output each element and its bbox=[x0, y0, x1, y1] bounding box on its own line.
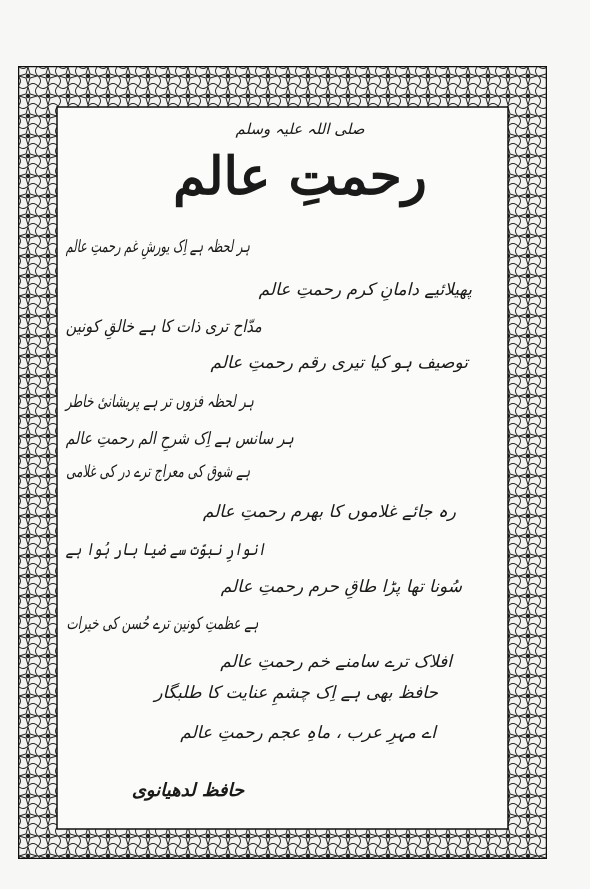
poet-signature: حافظ لدھیانوی bbox=[131, 780, 245, 801]
verse-line-4: توصیف ہو کیا تیری رقم رحمتِ عالم bbox=[210, 353, 468, 373]
verse-line-10: سُونا تھا پڑا طاقِ حرم رحمتِ عالم bbox=[220, 577, 462, 597]
verse-line-1: ہر لحظہ ہے اِک یورشِ غم رحمتِ عالم bbox=[65, 237, 250, 257]
verse-line-2: پھیلائیے دامانِ کرم رحمتِ عالم bbox=[258, 280, 472, 300]
verse-line-9: انوارِ نبوّت سے ضیا بار ہُوا ہے bbox=[65, 540, 266, 560]
verse-line-11: ہے عظمتِ کونین ترے حُسن کی خیرات bbox=[66, 614, 258, 634]
verse-line-12: افلاک ترے سامنے خم رحمتِ عالم bbox=[220, 652, 452, 672]
verse-line-8: رہ جائے غلاموں کا بھرم رحمتِ عالم bbox=[202, 502, 456, 522]
verse-line-3: مدّاح تری ذات کا ہے خالقِ کونین bbox=[65, 317, 262, 337]
verse-line-5: ہر لحظہ فزوں تر ہے پریشانیٔ خاطر bbox=[65, 392, 254, 412]
verse-line-6: ہر سانس ہے اِک شرحِ الم رحمتِ عالم bbox=[65, 429, 294, 449]
verse-line-13: حافظ بھی ہے اِک چشمِ عنایت کا طلبگار bbox=[154, 683, 438, 703]
verse-line-14: اے مہرِ عرب ، ماہِ عجم رحمتِ عالم bbox=[180, 723, 436, 743]
salutation-text: صلی اللہ علیہ وسلم bbox=[235, 120, 365, 138]
page-title: رحمتِ عالم bbox=[173, 146, 427, 207]
verse-line-7: ہے شوق کی معراج ترے در کی غلامی bbox=[66, 462, 250, 482]
